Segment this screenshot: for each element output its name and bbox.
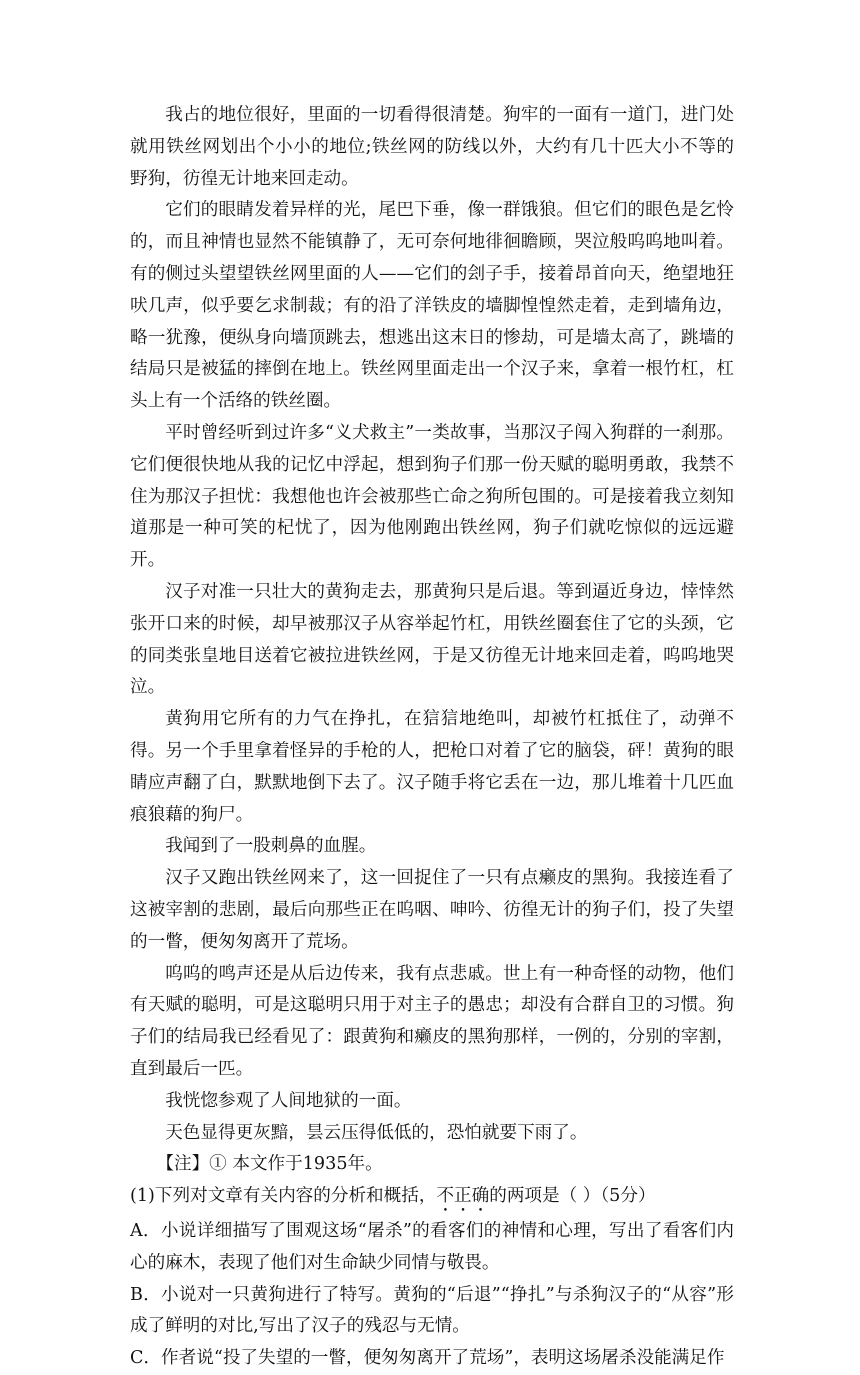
paragraph: 汉子又跑出铁丝网来了，这一回捉住了一只有点癞皮的黑狗。我接连看了这被宰割的悲剧，最后向那些正在呜咽、呻吟、彷徨无计的狗子们，投了失望的一瞥，便匆匆离开了荒场。	[130, 868, 734, 952]
document-body	[130, 100, 734, 1375]
paragraph: 汉子对准一只壮大的黄狗走去，那黄狗只是后退。等到逼近身边，悻悻然张开口来的时候，却早被那汉子从容举起竹杠，用铁丝圈套住了它的头颈，它的同类张皇地目送着它被拉进铁丝网，于是又彷徨无计地来回走着，呜呜地哭泣。	[130, 581, 734, 698]
paragraph: 呜呜的鸣声还是从后边传来，我有点悲戚。世上有一种奇怪的动物，他们有天赋的聪明，可是这聪明只用于对主子的愚忠；却没有合群自卫的习惯。狗子们的结局我已经看见了：跟黄狗和癞皮的黑狗那样，一例的，分别的宰割，直到最后一匹。	[130, 963, 734, 1079]
question-suffix: 的两项是（ ）（5分）	[489, 1186, 656, 1207]
question-prefix: (1)下列对文章有关内容的分析和概括，	[130, 1186, 437, 1207]
answer-option-a: A．小说详细描写了围观这场“屠杀”的看客们的神情和心理，写出了看客们内心的麻木，表现了他们对生命缺少同情与敬畏。	[130, 1221, 734, 1273]
question-stem	[130, 1181, 734, 1216]
paragraph: 我占的地位很好，里面的一切看得很清楚。狗牢的一面有一道门，进门处就用铁丝网划出个小小的地位;铁丝网的防线以外，大约有几十匹大小不等的野狗，彷徨无计地来回走动。	[130, 105, 734, 189]
paragraph: 我恍惚参观了人间地狱的一面。	[165, 1090, 412, 1111]
answer-option-b: B．小说对一只黄狗进行了特写。黄狗的“后退”“挣扎”与杀狗汉子的“从容”形成了鲜明的对比,写出了汉子的残忍与无情。	[130, 1284, 734, 1337]
answer-option-c: C．作者说“投了失望的一瞥，便匆匆离开了荒场”，表明这场屠杀没能满足作	[130, 1348, 725, 1369]
paragraph: 黄狗用它所有的力气在挣扎，在狺狺地绝叫，却被竹杠抵住了，动弹不得。另一个手里拿着怪异的手枪的人，把枪口对着了它的脑袋，砰！黄狗的眼睛应声翻了白，默默地倒下去了。汉子随手将它丢在一边，那儿堆着十几匹血痕狼藉的狗尸。	[130, 709, 734, 825]
paragraph: 天色显得更灰黯，昙云压得低低的，恐怕就要下雨了。	[165, 1122, 588, 1143]
question-emphasis: 不正确	[436, 1186, 490, 1207]
footnote: 【注】① 本文作于1935年。	[156, 1154, 383, 1175]
paragraph: 我闻到了一股刺鼻的血腥。	[165, 836, 377, 857]
paragraph: 平时曾经听到过许多“义犬救主”一类故事，当那汉子闯入狗群的一刹那。它们便很快地从我的记忆中浮起，想到狗子们那一份天赋的聪明勇敢，我禁不住为那汉子担忧：我想他也许会被那些亡命之狗所包围的。可是接着我立刻知道那是一种可笑的杞忧了，因为他刚跑出铁丝网，狗子们就吃惊似的远远避开。	[130, 422, 734, 571]
paragraph: 它们的眼睛发着异样的光，尾巴下垂，像一群饿狼。但它们的眼色是乞怜的，而且神情也显然不能镇静了，无可奈何地徘徊瞻顾，哭泣般呜呜地叫着。有的侧过头望望铁丝网里面的人——它们的刽子手，接着昂首向天，绝望地狂吠几声，似乎要乞求制裁；有的沿了洋铁皮的墙脚惶惶然走着，走到墙角边，略一犹豫，便纵身向墙顶跳去，想逃出这末日的惨劫，可是墙太高了，跳墙的结局只是被猛的摔倒在地上。铁丝网里面走出一个汉子来，拿着一根竹杠，杠头上有一个活络的铁丝圈。	[130, 200, 734, 412]
